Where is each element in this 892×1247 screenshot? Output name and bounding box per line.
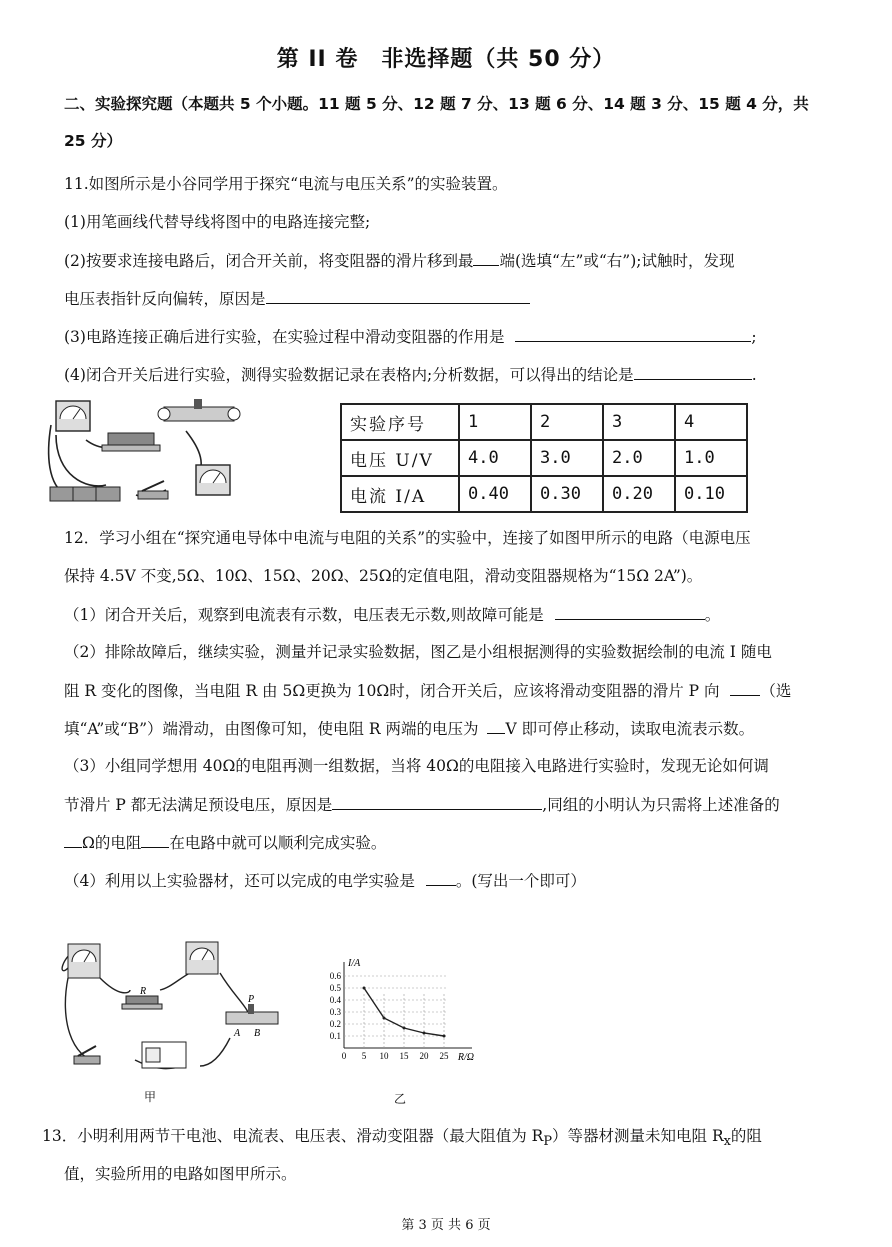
q12-part4 xyxy=(64,870,586,891)
label-a: A xyxy=(234,1028,241,1039)
q11-part2-line1 xyxy=(64,250,734,271)
table-row-label: 电压 U/V xyxy=(341,440,459,476)
label-p: P xyxy=(248,994,255,1005)
q13-text-c: 的阻 xyxy=(730,1127,762,1145)
q12-part3-line2 xyxy=(64,794,780,815)
battery-icon xyxy=(50,487,120,501)
q11-p3: (3)电路连接正确后进行实验，在实验过程中滑动变阻器的作用是 xyxy=(64,328,505,346)
q11-p2c: 电压表指针反向偏转，原因是 xyxy=(64,290,266,308)
resistor-icon xyxy=(102,433,160,451)
q12-p1-end: 。 xyxy=(704,606,721,624)
q13-rp-sub: P xyxy=(543,1134,553,1150)
answer-blank[interactable] xyxy=(141,832,169,848)
table-cell: 0.30 xyxy=(531,476,603,512)
q12-p3b1: 节滑片 P 都无法满足预设电压，原因是 xyxy=(64,796,333,814)
q11-stem: 11.如图所示是小谷同学用于探究“电流与电压关系”的实验装置。 xyxy=(64,175,508,193)
x-tick-label: 20 xyxy=(419,1051,429,1061)
q11-apparatus-figure xyxy=(46,395,242,507)
q12-part1 xyxy=(64,604,720,625)
x-tick-label: 15 xyxy=(399,1051,409,1061)
q12-part3-line3 xyxy=(64,832,386,853)
data-point xyxy=(383,1017,386,1020)
q11-p4-end: . xyxy=(751,366,757,384)
q12-p2c1: 填“A”或“B”）端滑动，由图像可知，使电阻 R 两端的电压为 xyxy=(64,720,479,738)
q11-p2b: 端(选填“左”或“右”);试触时，发现 xyxy=(499,252,735,270)
data-point xyxy=(443,1035,446,1038)
q13-rx-sub: x xyxy=(723,1134,731,1150)
q12-p2b1: 阻 R 变化的图像，当电阻 R 由 5Ω更换为 10Ω时，闭合开关后，应该将滑动变阻器的滑片 P 向 xyxy=(64,682,720,700)
q11-part3 xyxy=(64,326,757,347)
y-tick-label: 0.4 xyxy=(329,995,341,1005)
q11-p4: (4)闭合开关后进行实验，测得实验数据记录在表格内;分析数据，可以得出的结论是 xyxy=(64,366,634,384)
rheostat-icon xyxy=(226,1004,278,1024)
answer-blank[interactable] xyxy=(487,718,505,734)
answer-blank[interactable] xyxy=(555,604,705,620)
table-row xyxy=(341,476,747,512)
x-axis-label: R/Ω xyxy=(457,1052,474,1063)
label-b: B xyxy=(254,1028,261,1039)
y-tick-label: 0.3 xyxy=(329,1007,341,1017)
y-axis-label: I/A xyxy=(348,958,361,969)
x-tick-label: 0 xyxy=(341,1051,347,1061)
table-row xyxy=(341,404,747,440)
q12-part2-line1: （2）排除故障后，继续实验，测量并记录实验数据，图乙是小组根据测得的实验数据绘制的电流 I 随电 xyxy=(64,643,772,661)
q12-part2-line3 xyxy=(64,718,754,739)
y-tick-label: 0.1 xyxy=(329,1031,341,1041)
y-tick-label: 0.5 xyxy=(329,983,341,993)
table-header-cell: 1 xyxy=(459,404,531,440)
answer-blank[interactable] xyxy=(634,364,752,380)
page-title: 第 II 卷 非选择题（共 50 分） xyxy=(276,47,616,72)
data-point xyxy=(403,1026,406,1029)
table-cell: 0.10 xyxy=(675,476,747,512)
label-r: R xyxy=(140,986,147,997)
voltmeter-icon xyxy=(186,942,218,974)
q12-p4-end: 。(写出一个即可） xyxy=(455,872,586,890)
table-row-label: 电流 I/A xyxy=(341,476,459,512)
table-header-cell: 2 xyxy=(531,404,603,440)
q12-p1: （1）闭合开关后，观察到电流表有示数，电压表无示数,则故障可能是 xyxy=(64,606,544,624)
x-tick-label: 5 xyxy=(361,1051,367,1061)
section-heading: 二、实验探究题（本题共 5 个小题。11 题 5 分、12 题 7 分、13 题 6 分、14 题 3 分、15 题 4 分，共 25 分） xyxy=(64,95,809,150)
q12-stem-line2: 保持 4.5V 不变,5Ω、10Ω、15Ω、20Ω、25Ω的定值电阻，滑动变阻器规格为“15Ω 2A”)。 xyxy=(64,567,703,585)
table-cell: 1.0 xyxy=(675,440,747,476)
table-cell: 2.0 xyxy=(603,440,675,476)
data-point xyxy=(423,1032,426,1035)
q11-part2-line2 xyxy=(64,288,530,309)
q13-line1 xyxy=(42,1126,762,1152)
table-cell: 4.0 xyxy=(459,440,531,476)
voltmeter-icon xyxy=(56,401,90,431)
answer-blank[interactable] xyxy=(332,794,542,810)
table-cell: 0.40 xyxy=(459,476,531,512)
table-header-cell: 3 xyxy=(603,404,675,440)
q12-p3c1: Ω的电阻 xyxy=(82,834,142,852)
answer-blank[interactable] xyxy=(730,680,760,696)
resistor-icon xyxy=(122,996,162,1009)
table-cell: 0.20 xyxy=(603,476,675,512)
answer-blank[interactable] xyxy=(473,250,499,266)
q13-text-b: ）等器材测量未知电阻 R xyxy=(552,1127,724,1145)
q12-p2b2: （选 xyxy=(760,682,792,700)
q12-p3c2: 在电路中就可以顺利完成实验。 xyxy=(169,834,387,852)
answer-blank[interactable] xyxy=(426,870,456,886)
q13-text-a: 13．小明利用两节干电池、电流表、电压表、滑动变阻器（最大阻值为 R xyxy=(42,1127,544,1145)
q11-p3-end: ; xyxy=(751,328,757,346)
data-point xyxy=(363,987,366,990)
q12-p4: （4）利用以上实验器材，还可以完成的电学实验是 xyxy=(64,872,415,890)
x-tick-label: 25 xyxy=(439,1051,449,1061)
y-tick-label: 0.6 xyxy=(329,971,341,981)
q12-p3b2: ,同组的小明认为只需将上述准备的 xyxy=(542,796,780,814)
answer-blank[interactable] xyxy=(515,326,751,342)
figure-caption-jia: 甲 xyxy=(144,1090,157,1104)
table-cell: 3.0 xyxy=(531,440,603,476)
q11-part1: (1)用笔画线代替导线将图中的电路连接完整; xyxy=(64,213,371,231)
answer-blank[interactable] xyxy=(64,832,82,848)
answer-blank[interactable] xyxy=(266,288,530,304)
q12-p2c2: V 即可停止移动，读取电流表示数。 xyxy=(505,720,755,738)
table-header-cell: 实验序号 xyxy=(341,404,459,440)
page-number: 第 3 页 共 6 页 xyxy=(401,1218,491,1233)
y-tick-label: 0.2 xyxy=(329,1019,341,1029)
ammeter-icon xyxy=(68,944,100,978)
q11-p2a: (2)按要求连接电路后，闭合开关前，将变阻器的滑片移到最 xyxy=(64,252,474,270)
q11-data-table xyxy=(340,403,748,513)
table-row xyxy=(341,440,747,476)
q12-circuit-figure xyxy=(60,938,282,1078)
q12-stem-line1: 12．学习小组在“探究通电导体中电流与电阻的关系”的实验中，连接了如图甲所示的电路（电源电压 xyxy=(64,529,751,547)
q13-line2: 值，实验所用的电路如图甲所示。 xyxy=(64,1165,297,1183)
q12-part2-line2 xyxy=(64,680,791,701)
q11-part4 xyxy=(64,364,757,385)
ammeter-icon xyxy=(196,465,230,495)
switch-icon xyxy=(138,481,168,499)
x-tick-label: 10 xyxy=(379,1051,389,1061)
table-header-cell: 4 xyxy=(675,404,747,440)
power-supply-icon xyxy=(142,1042,186,1068)
q12-part3-line1: （3）小组同学想用 40Ω的电阻再测一组数据，当将 40Ω的电阻接入电路进行实验时，发现无论如何调 xyxy=(64,757,769,775)
rheostat-icon xyxy=(158,399,240,421)
figure-caption-yi: 乙 xyxy=(394,1092,407,1106)
q12-ir-chart xyxy=(318,956,482,1074)
